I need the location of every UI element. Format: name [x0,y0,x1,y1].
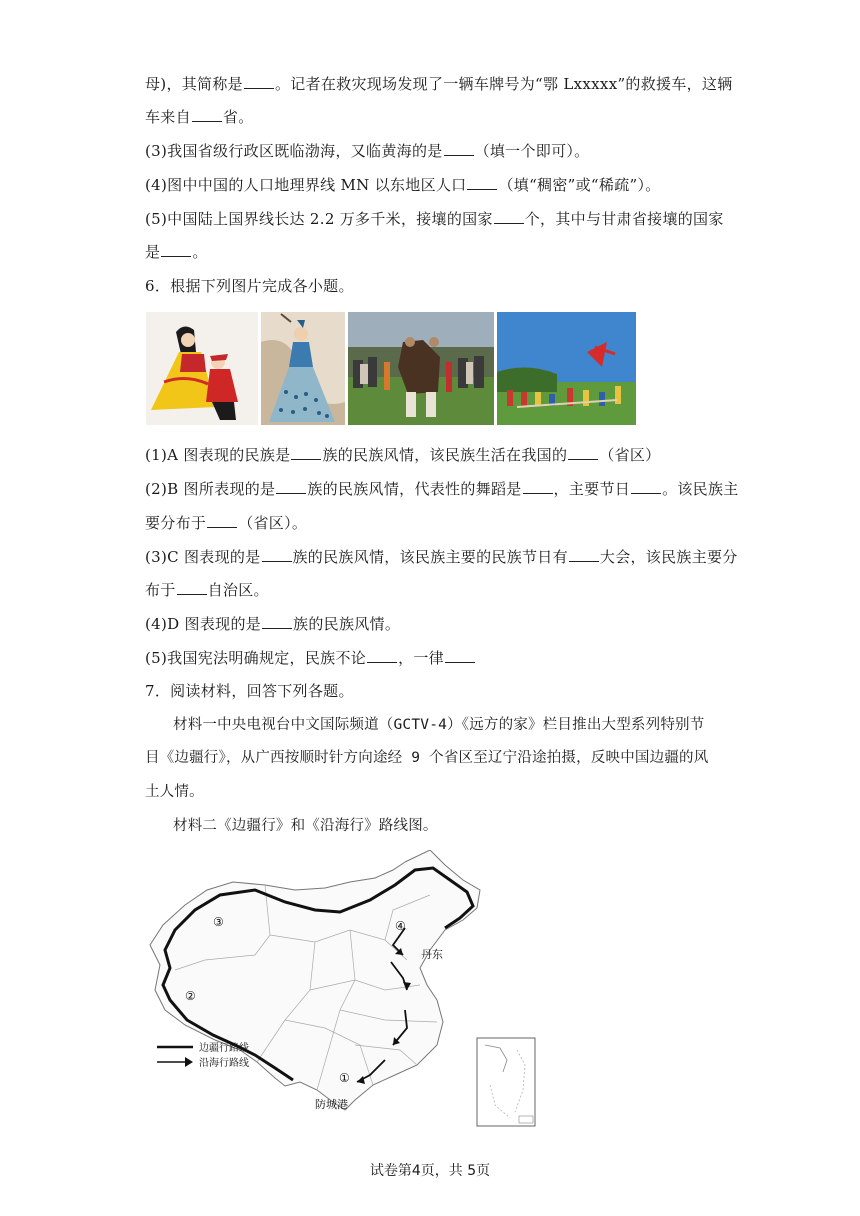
q6-line-3: 要分布于 （省区）。 [145,514,308,532]
photo-c [348,312,494,425]
q5-line-5: (5)中国陆上国界线长达 2.2 万多千米，接壤的国家 个，其中与甘肃省接壤的国家 [145,210,724,228]
marker-2: ② [185,989,196,1003]
marker-4: ④ [395,919,406,933]
q5-line-4: (4)图中中国的人口地理界线 MN 以东地区人口 （填“稠密”或“稀疏”）。 [145,176,661,194]
q5-line-6: 是 。 [145,243,208,261]
q6-line-6: (4)D 图表现的是 族的民族风情。 [145,615,401,633]
map-legend [157,1041,249,1069]
legend-coast-route: 沿海行路线 [199,1058,249,1069]
q6-line-1: (1)A 图表现的民族是 族的民族风情，该民族生活在我国的 （省区） [145,446,661,464]
q7-material-1-line-3: 土人情。 [145,784,204,800]
q7-material-1-line-1: 材料一中央电视台中文国际频道（GCTV-4）《远方的家》栏目推出大型系列特别节 [173,717,705,733]
q7-material-1-line-2: 目《边疆行》，从广西按顺时针方向途经 9 个省区至辽宁沿途拍摄，反映中国边疆的风 [145,750,709,766]
china-outline [150,850,480,1110]
q5-line-2: 车来自 省。 [145,108,254,126]
route-map [145,850,540,1130]
q6-line-7: (5)我国宪法明确规定，民族不论 ，一律 [145,647,476,668]
q5-line-1: 母)，其简称是 。记者在救灾现场发现了一辆车牌号为“鄂 Lxxxxx”的救援车，这辆 [145,75,733,93]
q6-line-4: (3)C 图表现的是 族的民族风情，该民族主要的民族节日有 大会，该民族主要分 [145,548,738,566]
legend-border-route: 边疆行路线 [199,1043,249,1054]
label-fangchenggang: 防城港 [315,1098,348,1111]
q7-material-2: 材料二《边疆行》和《沿海行》路线图。 [173,818,438,834]
photo-a [146,312,258,425]
q6-line-5: 布于 自治区。 [145,581,269,599]
q5-line-3: (3)我国省级行政区既临渤海，又临黄海的是 （填一个即可）。 [145,142,590,160]
q6-title: 6．根据下列图片完成各小题。 [145,277,354,295]
south-china-sea-inset [477,1038,535,1126]
photo-d [497,312,636,425]
marker-3: ③ [213,915,224,929]
page-footer: 试卷第4页，共 5页 [369,1163,491,1179]
photo-b [261,312,345,425]
label-dandong: 丹东 [421,948,443,961]
q6-line-2: (2)B 图所表现的是 族的民族风情，代表性的舞蹈是 ，主要节日 。该民族主 [145,480,739,498]
marker-1: ① [339,1071,350,1085]
q7-title: 7．阅读材料，回答下列各题。 [145,682,354,700]
